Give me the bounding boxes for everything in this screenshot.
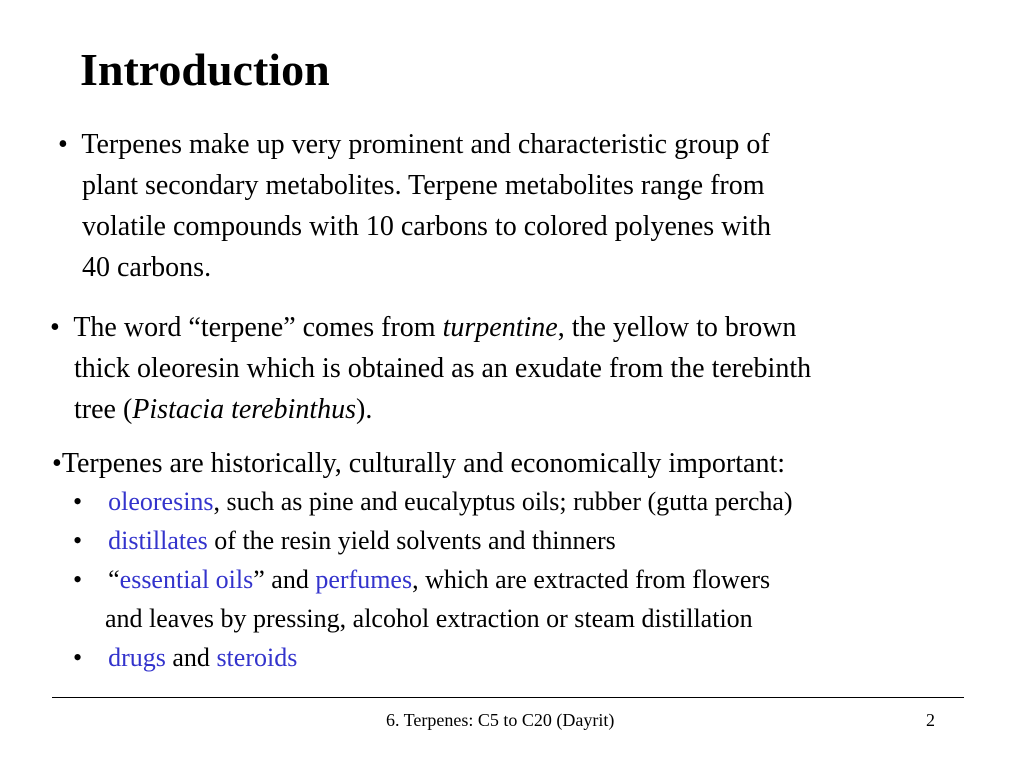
bullet-icon: • — [73, 526, 83, 555]
bullet2-line3-pre: tree ( — [74, 394, 133, 425]
bullet1-line3: volatile compounds with 10 carbons to colored polyenes with — [82, 211, 771, 242]
bullet2-line2: thick oleoresin which is obtained as an exudate from the terebinth — [74, 353, 812, 384]
steroids-link[interactable]: steroids — [216, 643, 298, 672]
sub-bullet-drugs — [73, 638, 993, 677]
essential-oils-rest: , which are extracted from flowers — [412, 565, 771, 594]
bullet2-post: , the yellow to brown — [557, 312, 797, 343]
footer-divider — [52, 697, 964, 698]
page-number: 2 — [926, 710, 935, 730]
bullet-icon: • — [52, 448, 62, 479]
bullet1-line4: 40 carbons. — [82, 252, 212, 283]
bullet-icon: • — [73, 487, 83, 516]
drugs-mid: and — [165, 643, 217, 672]
sub-bullet-essential-oils — [73, 560, 993, 638]
sub-bullet-distillates — [73, 521, 993, 560]
distillates-link[interactable]: distillates — [108, 526, 208, 555]
species-name: Pistacia terebinthus — [132, 394, 357, 425]
essential-oils-mid: ” and — [253, 565, 316, 594]
sub-bullet-oleoresins — [73, 482, 993, 521]
bullet-icon: • — [58, 129, 68, 160]
slide-title: Introduction — [80, 44, 330, 95]
essential-oils-cont: and leaves by pressing, alcohol extraction or steam distillation — [105, 604, 753, 633]
bullet2-pre: The word “terpene” comes from — [73, 312, 443, 343]
bullet2-line3-post: ). — [356, 394, 373, 425]
bullet1-line1: Terpenes make up very prominent and characteristic group of — [81, 129, 770, 160]
bullet-icon: • — [73, 643, 83, 672]
footer-title: 6. Terpenes: C5 to C20 (Dayrit) — [386, 710, 615, 730]
distillates-rest: of the resin yield solvents and thinners — [207, 526, 616, 555]
bullet-word-origin — [50, 307, 990, 430]
bullet-terpenes-intro — [58, 124, 958, 288]
oleoresins-link[interactable]: oleoresins — [108, 487, 214, 516]
perfumes-link[interactable]: perfumes — [315, 565, 413, 594]
essential-oils-link[interactable]: essential oils — [119, 565, 254, 594]
open-quote: “ — [108, 565, 120, 594]
bullet3-text: Terpenes are historically, culturally and economically important: — [61, 448, 785, 479]
bullet-icon: • — [73, 565, 83, 594]
bullet-icon: • — [50, 312, 60, 343]
oleoresins-rest: , such as pine and eucalyptus oils; rubber (gutta percha) — [213, 487, 793, 516]
turpentine-term: turpentine — [442, 312, 558, 343]
bullet-importance — [52, 443, 982, 484]
drugs-link[interactable]: drugs — [108, 643, 166, 672]
bullet1-line2: plant secondary metabolites. Terpene metabolites range from — [82, 170, 765, 201]
